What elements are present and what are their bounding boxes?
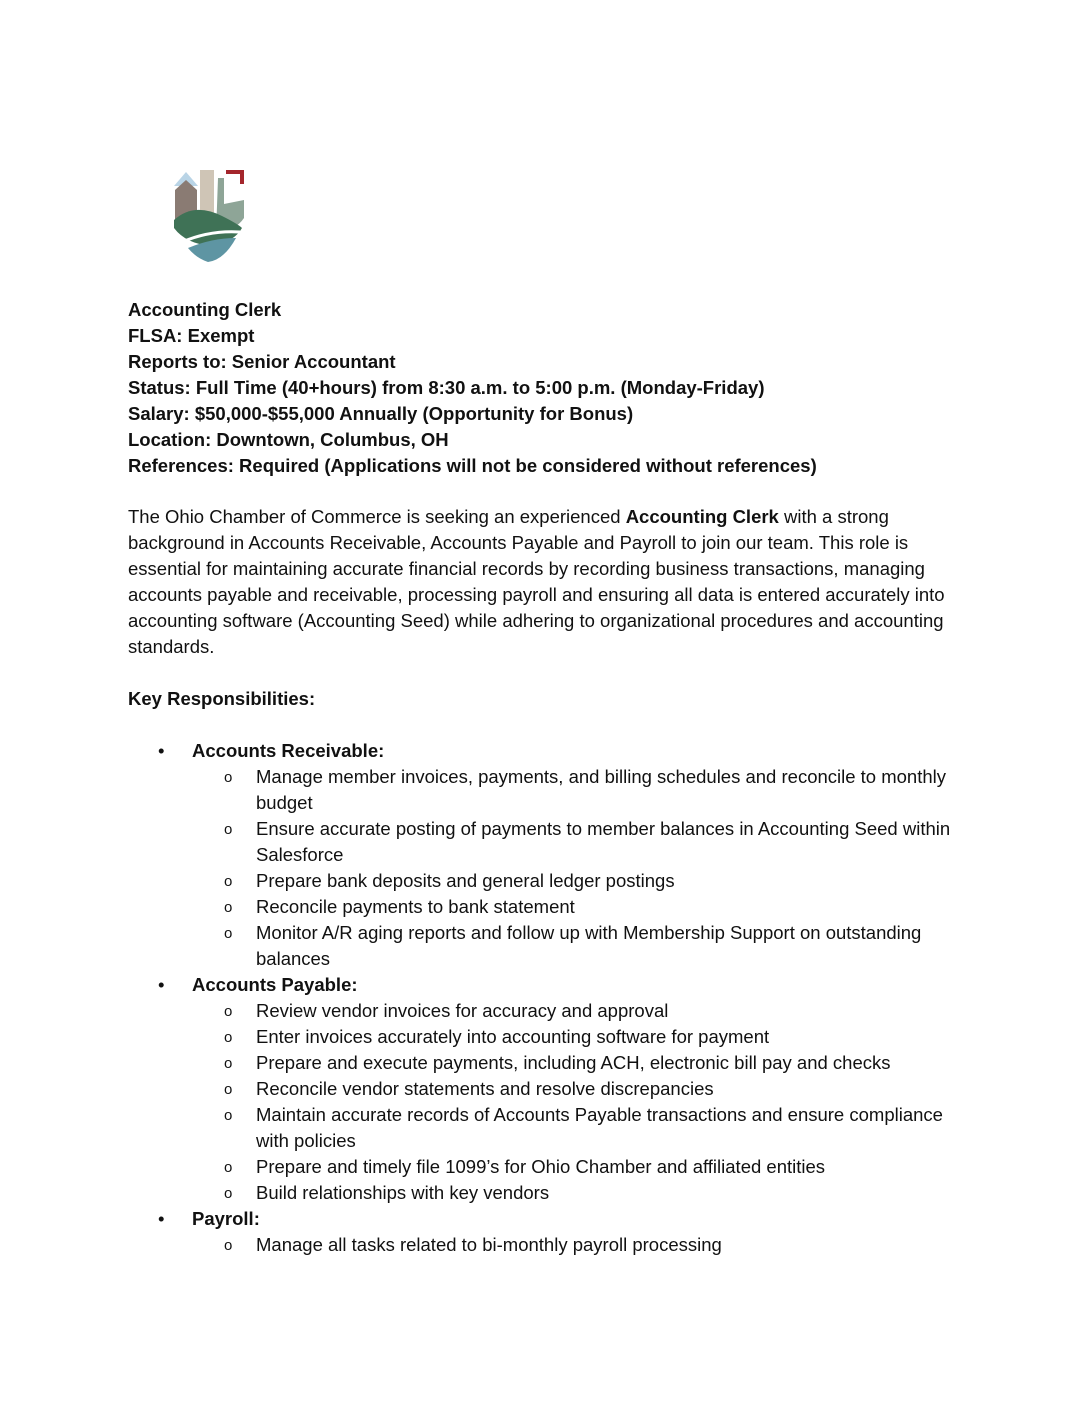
circle-bullet: o	[224, 1185, 233, 1202]
section-title: Accounts Receivable:	[192, 740, 385, 761]
section-accounts-receivable	[128, 738, 958, 972]
list-item: o Review vendor invoices for accuracy and approval	[128, 998, 958, 1024]
section-accounts-payable	[128, 972, 958, 1206]
salary: Salary: $50,000-$55,000 Annually (Opportunity for Bonus)	[128, 403, 634, 424]
list-item: o Build relationships with key vendors	[128, 1180, 958, 1206]
intro-paragraph	[128, 504, 958, 660]
flsa-status: FLSA: Exempt	[128, 325, 255, 346]
section-title: Payroll:	[192, 1208, 260, 1229]
circle-bullet: o	[224, 1159, 233, 1176]
key-responsibilities-heading: Key Responsibilities:	[128, 688, 316, 709]
circle-bullet: o	[224, 1081, 233, 1098]
list-item: o Reconcile vendor statements and resolve discrepancies	[128, 1076, 958, 1102]
job-header	[128, 297, 988, 479]
intro-text-end: with a strong background in Accounts Receivable, Accounts Payable and Payroll to join our team. This role is essential for maintaining accurate financial records by recording business transactions, managing accounts payable and receivable, processing payroll and ensuring all data is entered accurately into accounting software (Accounting Seed) while adhering to organizational procedures and accounting standards.	[128, 506, 945, 657]
list-item: o Manage all tasks related to bi-monthly payroll processing	[128, 1232, 958, 1258]
intro-role-bold: Accounting Clerk	[625, 506, 779, 527]
circle-bullet: o	[224, 821, 233, 838]
bullet-dot: •	[158, 1208, 165, 1229]
list-item: o Reconcile payments to bank statement	[128, 894, 958, 920]
list-item: o Prepare and execute payments, including ACH, electronic bill pay and checks	[128, 1050, 958, 1076]
employment-status: Status: Full Time (40+hours) from 8:30 a.m. to 5:00 p.m. (Monday-Friday)	[128, 377, 765, 398]
section-payroll	[128, 1206, 958, 1258]
job-title: Accounting Clerk	[128, 299, 282, 320]
circle-bullet: o	[224, 1107, 233, 1124]
circle-bullet: o	[224, 1029, 233, 1046]
chamber-logo	[172, 168, 246, 262]
list-item: o Prepare and timely file 1099’s for Ohio Chamber and affiliated entities	[128, 1154, 958, 1180]
bullet-dot: •	[158, 974, 165, 995]
circle-bullet: o	[224, 1003, 233, 1020]
circle-bullet: o	[224, 873, 233, 890]
circle-bullet: o	[224, 1055, 233, 1072]
bullet-dot: •	[158, 740, 165, 761]
circle-bullet: o	[224, 769, 233, 786]
circle-bullet: o	[224, 1237, 233, 1254]
list-item: o Prepare bank deposits and general ledger postings	[128, 868, 958, 894]
circle-bullet: o	[224, 925, 233, 942]
list-item: o Ensure accurate posting of payments to member balances in Accounting Seed within Salesforce	[224, 818, 951, 865]
list-item: o Enter invoices accurately into accounting software for payment	[128, 1024, 958, 1050]
references: References: Required (Applications will not be considered without references)	[128, 455, 817, 476]
circle-bullet: o	[224, 899, 233, 916]
list-item: o Maintain accurate records of Accounts Payable transactions and ensure compliance with policies	[224, 1104, 943, 1151]
location: Location: Downtown, Columbus, OH	[128, 429, 449, 450]
list-item: o Manage member invoices, payments, and billing schedules and reconcile to monthly budget	[224, 766, 947, 813]
list-item: o Monitor A/R aging reports and follow up with Membership Support on outstanding balances	[224, 922, 922, 969]
intro-text-start: The Ohio Chamber of Commerce is seeking an experienced	[128, 506, 626, 527]
responsibilities-list	[128, 738, 958, 1258]
section-title: Accounts Payable:	[192, 974, 358, 995]
reports-to: Reports to: Senior Accountant	[128, 351, 396, 372]
